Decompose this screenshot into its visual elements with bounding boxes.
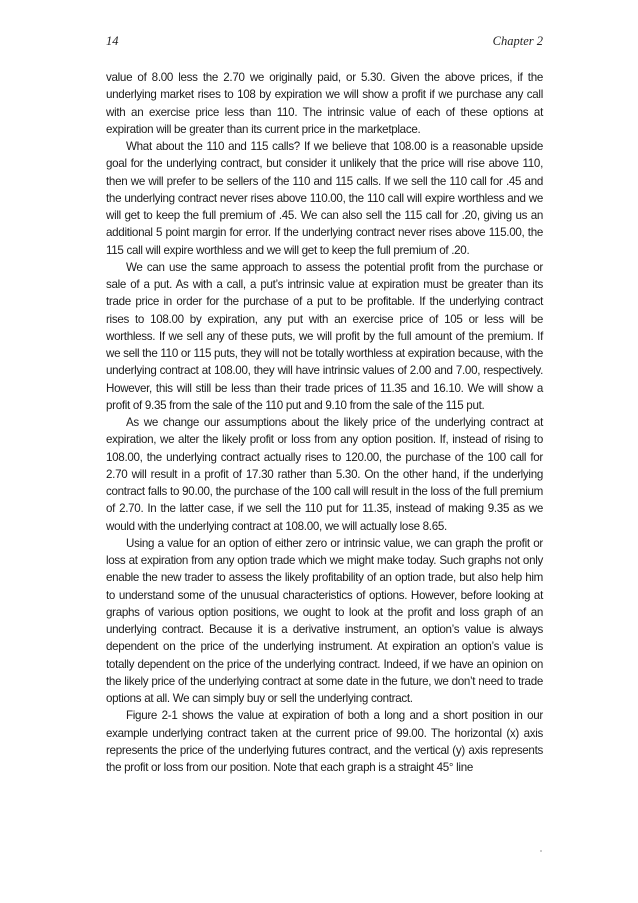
paragraph-1: value of 8.00 less the 2.70 we originally paid, or 5.30. Given the above prices, if the underlying market rises to 108 by expiration we will show a profit if we purchase any call with an exercise price less than 110. The intrinsic value of each of these options at expiration will be greater than its current price in the marketplace. [106, 71, 543, 136]
paragraph-5: Using a value for an option of either zero or intrinsic value, we can graph the profit or loss at expiration from any option trade which we might make today. Such graphs not only enable the new trader to assess the likely profitability of an option trade, but also help him to understand some of the unusual characteristics of options. However, before looking at graphs of various option positions, we ought to look at the profit and loss graph of an underlying contract. Because it is a derivative instrument, an option’s value is always dependent on the price of the underlying instrument. At expiration an option’s value is totally dependent on the price of the underlying contract. Indeed, if we have an opinion on the likely price of the underlying contract at some date in the future, we don’t need to trade options at all. We can simply buy or sell the underlying contract. [106, 536, 543, 705]
page-number: 14 [106, 34, 119, 48]
chapter-title: Chapter 2 [492, 34, 543, 48]
paragraph-2: What about the 110 and 115 calls? If we believe that 108.00 is a reasonable upside goal for the underlying contract, but consider it unlikely that the price will rise above 110, then we will prefer to be sellers of the 110 and 115 calls. If we sell the 110 call for .45 and the underlying contract never rises above 110.00, the 110 call will expire worthless and we will get to keep the full premium of .45. We can also sell the 115 call for .20, giving us an additional 5 point margin for error. If the underlying contract never rises above 115.00, the 115 call will expire worthless and we will get to keep the full premium of .20. [106, 140, 543, 257]
paragraph-4: As we change our assumptions about the likely price of the underlying contract at expiration, we alter the likely profit or loss from any option position. If, instead of rising to 108.00, the underlying contract actually rises to 120.00, the purchase of the 100 call for 2.70 will result in a profit of 17.30 rather than 5.30. On the other hand, if the underlying contract falls to 90.00, the purchase of the 100 call will result in the loss of the full premium of 2.70. In the latter case, if we sell the 110 put for 11.35, instead of making 9.35 as we would with the underlying contract at 108.00, we will actually lose 8.65. [106, 416, 543, 533]
body-text [106, 69, 543, 776]
paragraph-6: Figure 2-1 shows the value at expiration of both a long and a short position in our example underlying contract taken at the current price of 99.00. The horizontal (x) axis represents the price of the underlying futures contract, and the vertical (y) axis represents the profit or loss from our position. Note that each graph is a straight 45° line [106, 709, 543, 774]
scan-speck [540, 850, 542, 852]
running-header [106, 34, 543, 52]
paragraph-3: We can use the same approach to assess the potential profit from the purchase or sale of a put. As with a call, a put’s intrinsic value at expiration must be greater than its trade price in order for the purchase of a put to be profitable. If the underlying contract rises to 108.00 by expiration, any put with an exercise price of 105 or less will be worthless. If we sell any of these puts, we will profit by the full amount of the premium. If we sell the 110 or 115 puts, they will not be totally worthless at expiration because, with the underlying contract at 108.00, they will have intrinsic values of 2.00 and 7.00, respectively. However, this will still be less than their trade prices of 11.35 and 16.10. We will show a profit of 9.35 from the sale of the 110 put and 9.10 from the sale of the 115 put. [106, 260, 544, 412]
